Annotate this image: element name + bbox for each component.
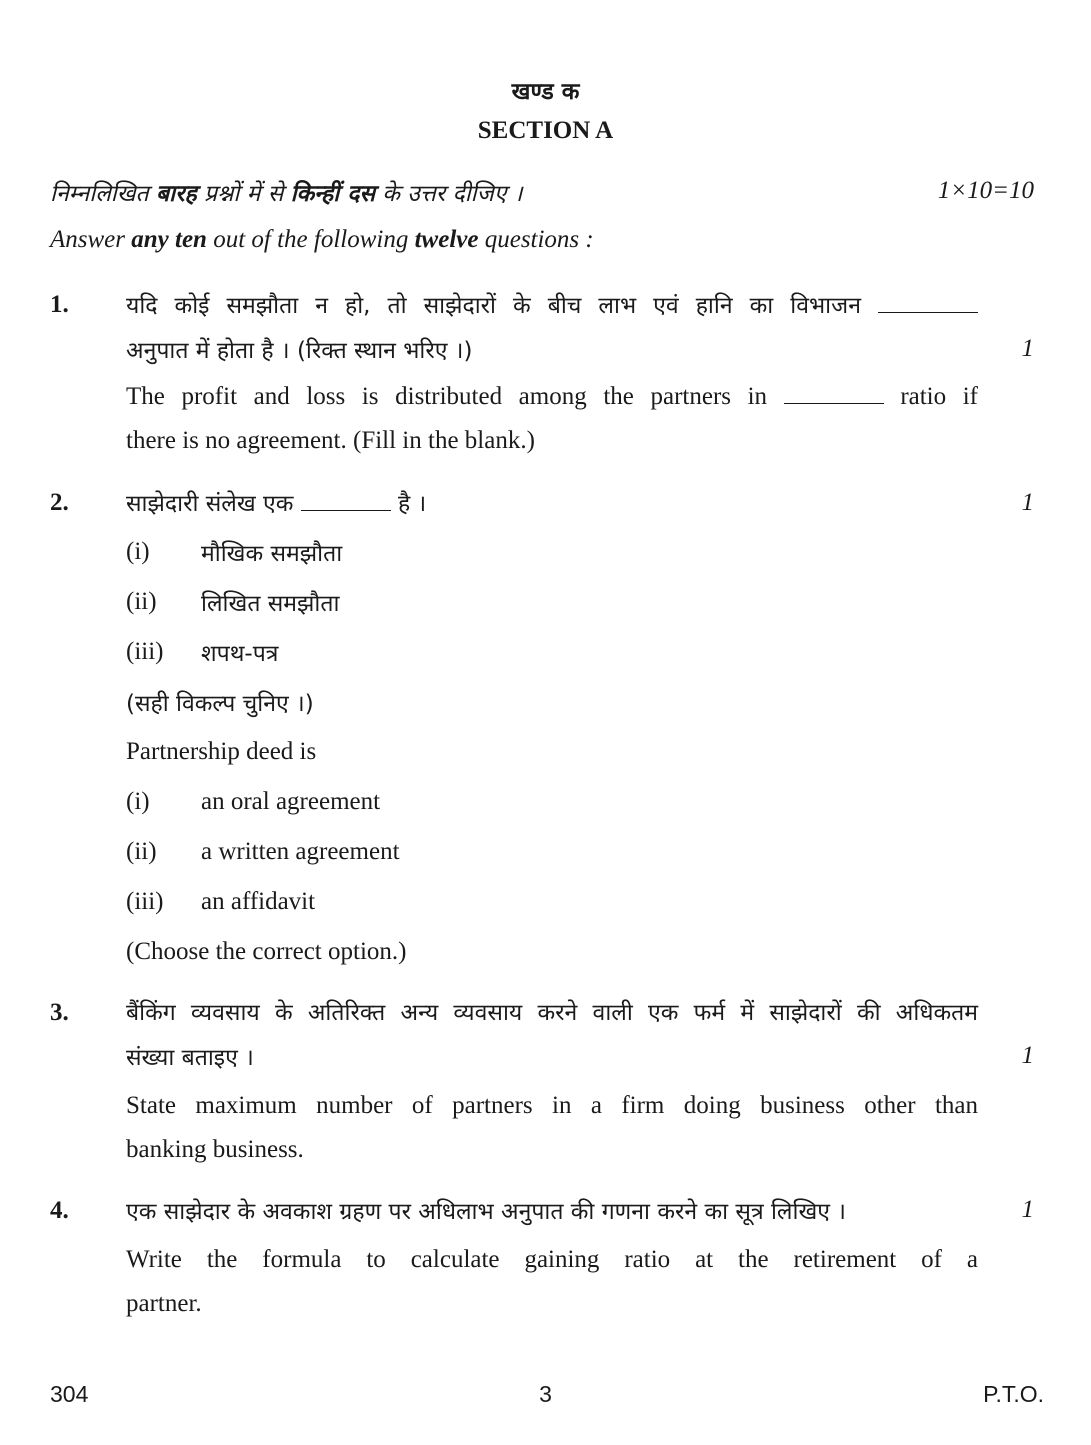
q4-english-line2: partner. bbox=[126, 1290, 202, 1317]
instruction-hindi-bold: किन्हीं दस bbox=[290, 181, 375, 207]
instruction-hindi-bold: बारह bbox=[155, 181, 197, 207]
question-number: 4. bbox=[50, 1197, 69, 1224]
option-number: (ii) bbox=[126, 838, 157, 865]
option-text: लिखित समझौता bbox=[201, 591, 340, 617]
option-text: शपथ-पत्र bbox=[201, 641, 279, 667]
q3-hindi-line1: बैंकिंग व्यवसाय के अतिरिक्त अन्य व्यवसाय करने वाली एक फर्म में साझेदारों की अधिकतम bbox=[126, 1000, 978, 1026]
fill-blank bbox=[301, 509, 391, 511]
instruction-english-part: out of the following bbox=[206, 226, 415, 253]
instruction-english-part: Answer bbox=[50, 226, 132, 253]
fill-blank bbox=[878, 311, 978, 313]
option-number: (i) bbox=[126, 788, 150, 815]
q1-english-line1: The profit and loss is distributed among the partners in ratio if bbox=[126, 383, 979, 410]
q1-hindi-line2: अनुपात में होता है । (रिक्त स्थान भरिए ।) bbox=[126, 338, 473, 364]
q3-hindi-line2: संख्या बताइए । bbox=[126, 1045, 254, 1071]
section-marks: 1×10=10 bbox=[937, 177, 1034, 204]
q2-hindi-stem: साझेदारी संलेख एक है । bbox=[126, 491, 427, 517]
section-hindi-title: खण्ड क bbox=[511, 79, 580, 105]
option-number: (iii) bbox=[126, 888, 164, 915]
page-number: 3 bbox=[539, 1381, 552, 1407]
instruction-english-part: questions : bbox=[478, 226, 594, 253]
instruction-hindi-part: प्रश्नों में से bbox=[196, 181, 291, 207]
option-number: (iii) bbox=[126, 638, 164, 665]
instruction-hindi-part: निम्नलिखित bbox=[50, 181, 156, 207]
q2-english-stem: Partnership deed is bbox=[126, 738, 317, 765]
paper-code: 304 bbox=[50, 1381, 89, 1407]
question-number: 1. bbox=[50, 291, 69, 318]
instruction-hindi bbox=[50, 176, 522, 208]
q3-english-line2: banking business. bbox=[126, 1136, 304, 1163]
option-number: (ii) bbox=[126, 588, 157, 615]
q1-hindi-line1: यदि कोई समझौता न हो, तो साझेदारों के बीच लाभ एवं हानि का विभाजन bbox=[126, 288, 978, 320]
instruction-english bbox=[50, 226, 594, 254]
question-marks: 1 bbox=[1021, 1042, 1034, 1069]
option-text: an affidavit bbox=[201, 888, 316, 915]
section-english-title: SECTION A bbox=[477, 117, 614, 144]
question-marks: 1 bbox=[1021, 335, 1034, 362]
option-text: an oral agreement bbox=[201, 788, 381, 815]
instruction-english-bold: twelve bbox=[414, 226, 479, 253]
option-number: (i) bbox=[126, 538, 150, 565]
question-number: 2. bbox=[50, 489, 69, 516]
q2-english-choose: (Choose the correct option.) bbox=[126, 938, 407, 965]
instruction-hindi-part: के उत्तर दीजिए । bbox=[375, 181, 523, 207]
q3-english-line1: State maximum number of partners in a firm doing business other than bbox=[126, 1092, 978, 1119]
question-marks: 1 bbox=[1021, 489, 1034, 516]
q4-hindi-line1: एक साझेदार के अवकाश ग्रहण पर अधिलाभ अनुपात की गणना करने का सूत्र लिखिए । bbox=[126, 1199, 847, 1225]
question-marks: 1 bbox=[1021, 1196, 1034, 1223]
q4-english-line1: Write the formula to calculate gaining ratio at the retirement of a bbox=[126, 1246, 978, 1273]
question-number: 3. bbox=[50, 999, 69, 1026]
option-text: मौखिक समझौता bbox=[201, 541, 343, 567]
q1-english-line2: there is no agreement. (Fill in the blank.) bbox=[126, 427, 535, 454]
q2-hindi-choose: (सही विकल्प चुनिए ।) bbox=[126, 691, 314, 717]
pto-label: P.T.O. bbox=[983, 1381, 1044, 1407]
option-text: a written agreement bbox=[201, 838, 400, 865]
instruction-english-bold: any ten bbox=[131, 226, 207, 253]
fill-blank bbox=[784, 402, 884, 404]
